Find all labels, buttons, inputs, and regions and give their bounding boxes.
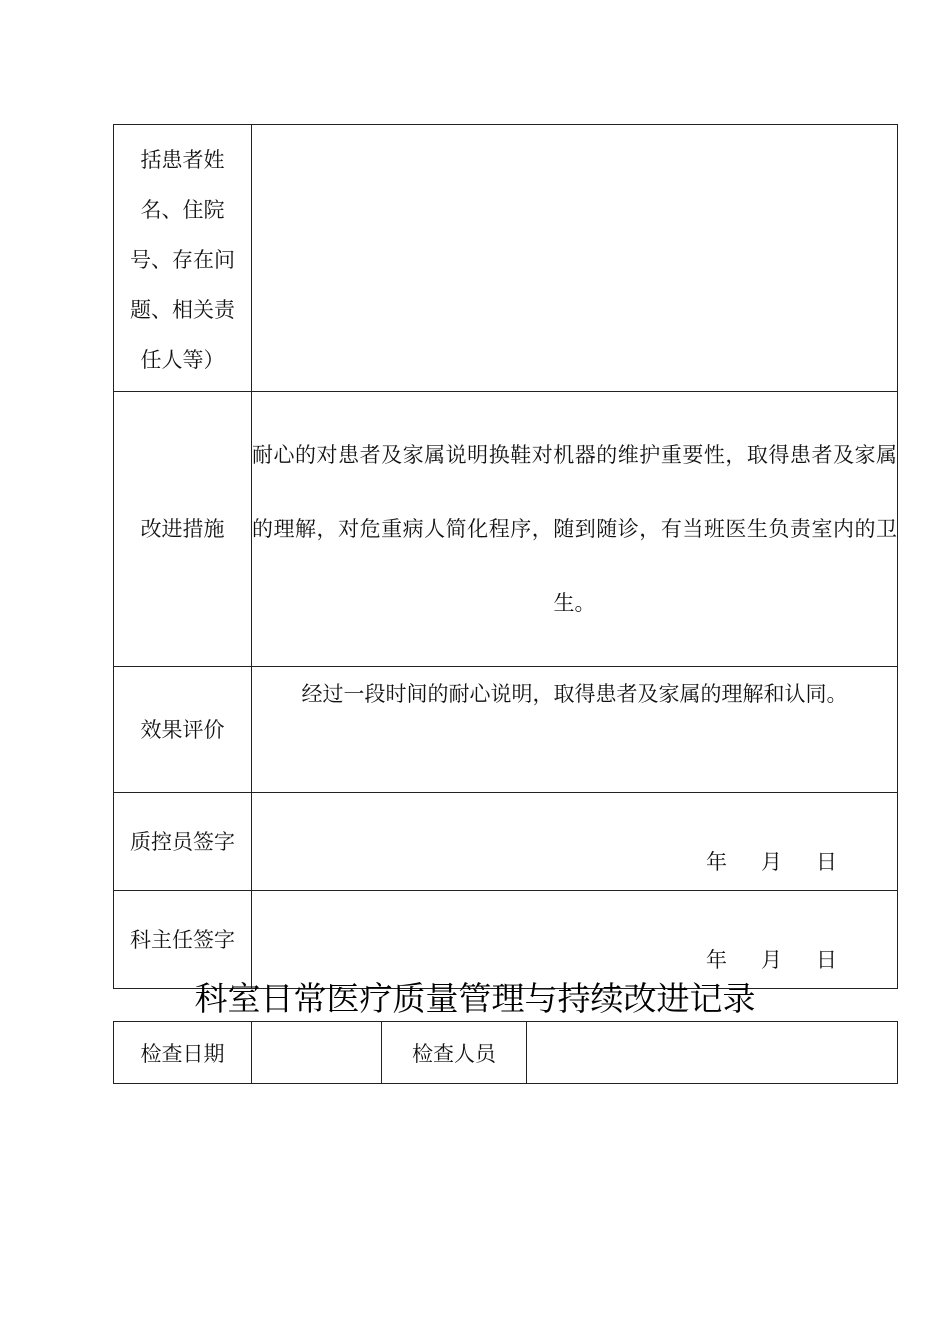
effect-evaluation-content[interactable]: 经过一段时间的耐心说明，取得患者及家属的理解和认同。 [252, 667, 898, 793]
improvement-measures-label: 改进措施 [140, 517, 225, 541]
problem-description-label-line: 号、存在问 [130, 248, 235, 272]
inspector-label: 检查人员 [382, 1022, 527, 1084]
page-title: 科室日常医疗质量管理与持续改进记录 [194, 979, 756, 1018]
director-signature-label: 科主任签字 [130, 927, 235, 952]
check-info-table [113, 1021, 898, 1084]
check-info-row [114, 1022, 898, 1084]
date-month-label: 月 [761, 948, 782, 972]
problem-description-label [114, 125, 251, 391]
director-signature-date [706, 944, 837, 974]
improvement-measures-label-cell [114, 392, 252, 667]
improvement-measures-content[interactable]: 耐心的对患者及家属说明换鞋对机器的维护重要性，取得患者及家属的理解，对危重病人简化程序，随到随诊，有当班医生负责室内的卫生。 [252, 392, 898, 667]
improvement-measures-row [114, 392, 898, 667]
qc-signature-field[interactable] [252, 793, 898, 891]
quality-record-table [113, 124, 898, 989]
date-day-label: 日 [816, 948, 837, 972]
date-month-label: 月 [761, 850, 782, 874]
check-date-field[interactable] [252, 1022, 382, 1084]
problem-description-row [114, 125, 898, 392]
date-day-label: 日 [816, 850, 837, 874]
qc-signature-label: 质控员签字 [130, 829, 235, 854]
qc-signature-row [114, 793, 898, 891]
problem-description-label-line: 题、相关责 [130, 298, 235, 322]
qc-signature-date [706, 846, 837, 876]
date-year-label: 年 [706, 948, 727, 972]
qc-signature-label-cell [114, 793, 252, 891]
director-signature-field[interactable] [252, 891, 898, 989]
inspector-field[interactable] [527, 1022, 898, 1084]
problem-description-label-line: 括患者姓 [140, 148, 225, 172]
director-signature-label-cell [114, 891, 252, 989]
problem-description-label-line: 名、住院 [140, 198, 225, 222]
effect-evaluation-label: 效果评价 [140, 717, 225, 742]
effect-evaluation-label-cell [114, 667, 252, 793]
director-signature-row [114, 891, 898, 989]
date-year-label: 年 [706, 850, 727, 874]
problem-description-label-line: 任人等） [140, 348, 225, 372]
problem-description-label-cell [114, 125, 252, 392]
problem-description-content[interactable] [252, 125, 898, 392]
effect-evaluation-row [114, 667, 898, 793]
check-date-label: 检查日期 [114, 1022, 252, 1084]
